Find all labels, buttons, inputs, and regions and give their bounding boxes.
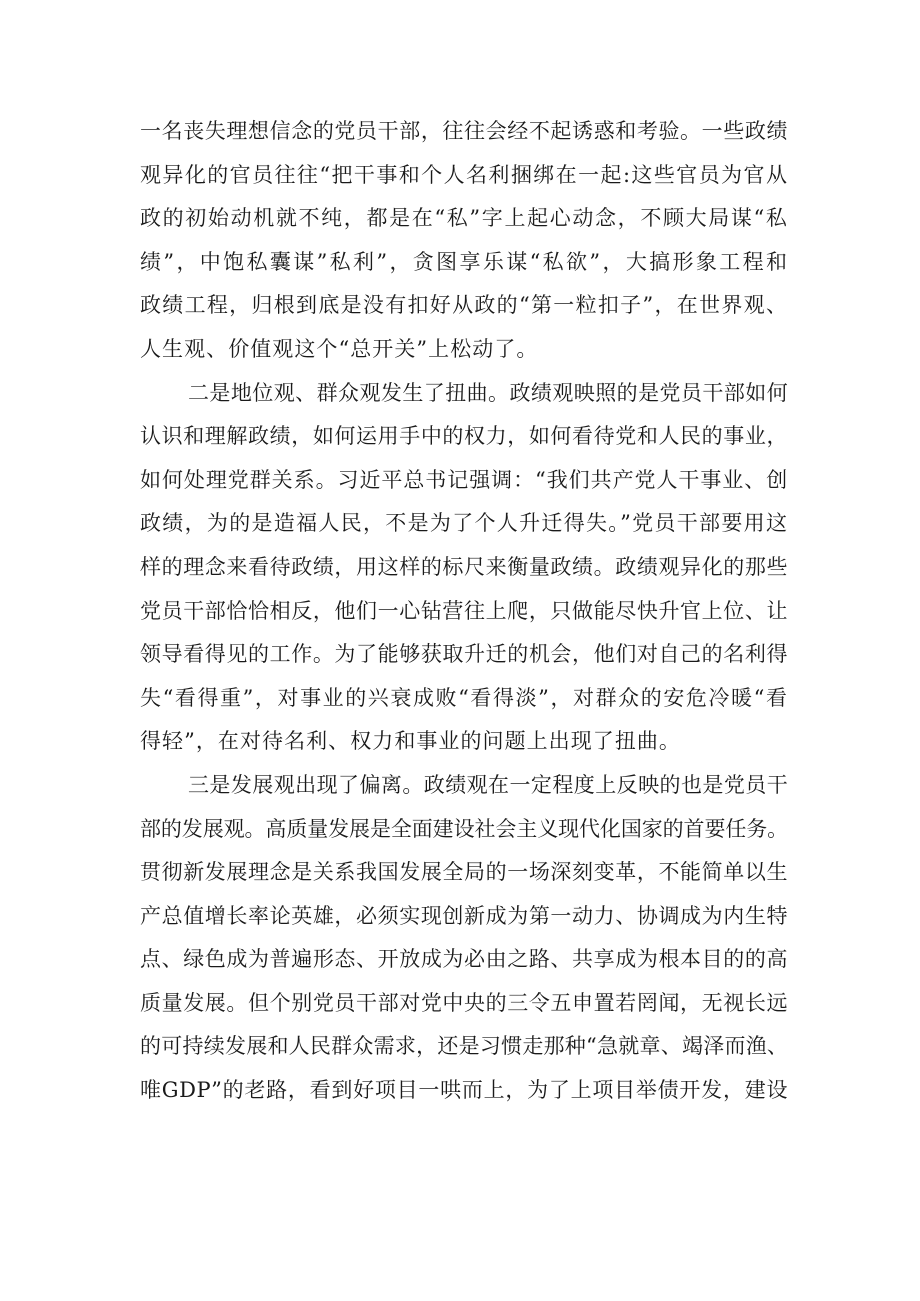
text-line: 领导看得见的工作。为了能够获取升迁的机会，他们对自己的名利得 (140, 642, 788, 667)
text-line: 如何处理党群关系。习近平总书记强调：“我们共产党人干事业、创 (140, 467, 788, 492)
text-line: 观异化的官员往往“把干事和个人名利捆绑在一起:这些官员为官从 (140, 162, 788, 187)
text-line: 部的发展观。高质量发展是全面建设社会主义现代化国家的首要任务。 (140, 816, 788, 841)
text-line: 政绩工程，归根到底是没有扣好从政的“第一粒扣子”，在世界观、 (140, 293, 788, 318)
text-line: 质量发展。但个别党员干部对党中央的三令五申置若罔闻，无视长远 (140, 990, 788, 1015)
text-line: 党员干部恰恰相反，他们一心钻营往上爬，只做能尽快升官上位、让 (140, 598, 788, 623)
text-line: 认识和理解政绩，如何运用手中的权力，如何看待党和人民的事业， (140, 424, 788, 449)
text-line: 样的理念来看待政绩，用这样的标尺来衡量政绩。政绩观异化的那些 (140, 554, 788, 579)
document-body (140, 110, 788, 1113)
text-line: 得轻”，在对待名利、权力和事业的问题上出现了扭曲。 (140, 729, 681, 754)
text-line: 产总值增长率论英雄，必须实现创新成为第一动力、协调成为内生特 (140, 903, 788, 928)
text-line: 政绩，为的是造福人民，不是为了个人升迁得失。”党员干部要用这 (140, 511, 788, 536)
text-line: 三是发展观出现了偏离。政绩观在一定程度上反映的也是党员干 (188, 772, 788, 797)
text-line: 二是地位观、群众观发生了扭曲。政绩观映照的是党员干部如何 (188, 380, 788, 405)
text-line: 贯彻新发展理念是关系我国发展全局的一场深刻变革，不能简单以生 (140, 860, 788, 885)
text-line: 失“看得重”，对事业的兴衰成败“看得淡”，对群众的安危冷暖“看 (140, 685, 788, 710)
text-line: 的可持续发展和人民群众需求，还是习惯走那种“急就章、竭泽而渔、 (140, 1034, 788, 1059)
text-line: 人生观、价值观这个“总开关”上松动了。 (140, 336, 539, 361)
text-line: 绩”，中饱私囊谋”私利”，贪图享乐谋“私欲”，大搞形象工程和 (140, 249, 788, 274)
text-line: 一名丧失理想信念的党员干部，往往会经不起诱惑和考验。一些政绩 (140, 119, 788, 143)
text-line: 点、绿色成为普遍形态、开放成为必由之路、共享成为根本目的的高 (140, 947, 788, 972)
text-line: 唯GDP”的老路，看到好项目一哄而上，为了上项目举债开发，建设 (140, 1078, 788, 1103)
text-line: 政的初始动机就不纯，都是在“私”字上起心动念，不顾大局谋“私 (140, 206, 788, 231)
